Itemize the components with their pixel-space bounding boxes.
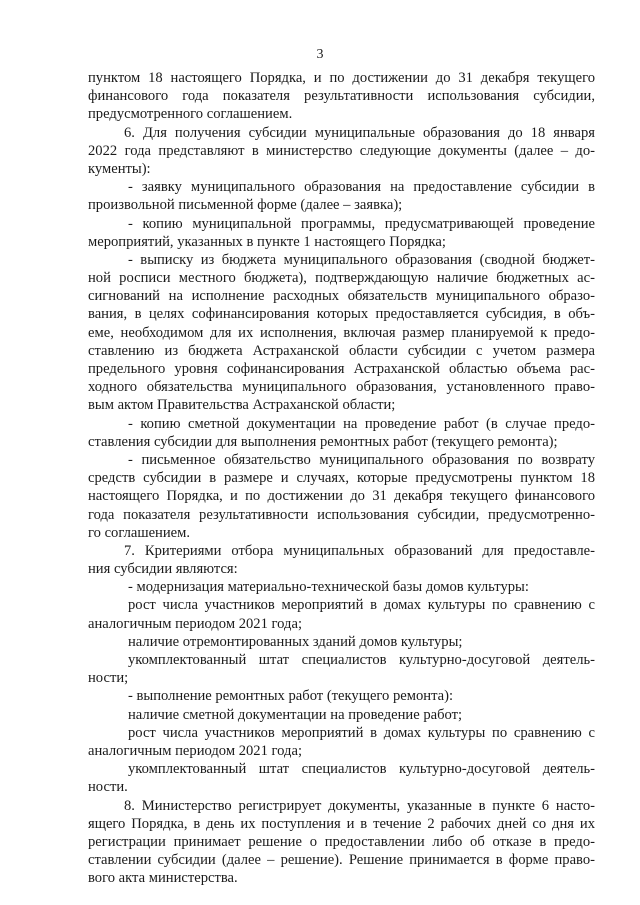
text-line: ности; bbox=[88, 670, 129, 687]
text-line: рост числа участников мероприятий в домах культуры по сравнению с bbox=[128, 724, 595, 741]
text-line: ящего Порядка, в день их поступления и в течение 2 рабочих дней со дня их bbox=[88, 815, 595, 832]
text-line: регистрации принимает решение о предоставлении либо об отказе в предо- bbox=[88, 833, 595, 850]
text-line: вания, в целях софинансирования которых предоставляется субсидия, в объ- bbox=[88, 306, 595, 323]
text-line: предельного уровня софинансирования Астраханской областью объема рас- bbox=[88, 361, 595, 377]
text-line: вым актом Правительства Астраханской области; bbox=[88, 397, 396, 414]
text-line: ставления субсидии для выполнения ремонтных работ (текущего ремонта); bbox=[88, 433, 558, 450]
text-line: ной росписи местного бюджета), подтверждающую наличие бюджетных ас- bbox=[88, 270, 595, 287]
text-line: аналогичным периодом 2021 года; bbox=[88, 742, 302, 759]
text-line: кументы): bbox=[88, 160, 151, 177]
text-line: мероприятий, указанных в пункте 1 настоящего Порядка; bbox=[88, 233, 446, 250]
list-item-line: - заявку муниципального образования на предоставление субсидии в bbox=[128, 179, 595, 196]
list-item-line: - письменное обязательство муниципального образования по возврату bbox=[128, 451, 595, 468]
text-line: настоящего Порядка, и по достижении до 31 декабря текущего финансового bbox=[88, 488, 595, 505]
text-line: наличие сметной документации на проведение работ; bbox=[128, 706, 463, 723]
text-line: финансового года показателя результативности использования субсидии, bbox=[88, 88, 595, 105]
paragraph-7-start: 7. Критериями отбора муниципальных образований для предоставле- bbox=[124, 542, 595, 559]
text-line: аналогичным периодом 2021 года; bbox=[88, 615, 302, 632]
text-line: сигнований на исполнение расходных обязательств муниципального образо- bbox=[88, 288, 595, 305]
text-line: ходного обязательства муниципального образования, установленного право- bbox=[88, 379, 595, 396]
text-line: вого акта министерства. bbox=[88, 870, 238, 887]
text-line: предусмотренного соглашением. bbox=[88, 106, 293, 123]
text-line: го соглашением. bbox=[88, 524, 191, 541]
list-item-line: - копию муниципальной программы, предусматривающей проведение bbox=[128, 215, 595, 232]
text-line: укомплектованный штат специалистов культурно-досуговой деятель- bbox=[128, 652, 595, 668]
page-number: 3 bbox=[316, 47, 324, 62]
text-line: укомплектованный штат специалистов культурно-досуговой деятель- bbox=[128, 761, 595, 778]
text-line: ния субсидии являются: bbox=[88, 561, 238, 578]
list-item-line: - выписку из бюджета муниципального образования (сводной бюджет- bbox=[128, 251, 595, 268]
body-text bbox=[88, 69, 595, 887]
paragraph-8-start: 8. Министерство регистрирует документы, указанные в пункте 6 насто- bbox=[124, 797, 595, 814]
text-line: ности. bbox=[88, 779, 128, 796]
text-line: средств субсидии в размере и случаях, которые предусмотрены пунктом 18 bbox=[88, 470, 595, 487]
text-line: года показателя результативности использования субсидии, предусмотренно- bbox=[88, 506, 595, 523]
text-line: 2022 года представляют в министерство следующие документы (далее – до- bbox=[88, 142, 595, 159]
text-line: наличие отремонтированных зданий домов культуры; bbox=[128, 633, 463, 650]
list-item-line: - модернизация материально-технической базы домов культуры: bbox=[128, 579, 529, 596]
paragraph-6-start: 6. Для получения субсидии муниципальные образования до 18 января bbox=[124, 124, 595, 141]
text-line: ставлению из бюджета Астраханской области субсидии с учетом размера bbox=[88, 342, 595, 359]
list-item-line: - копию сметной документации на проведение работ (в случае предо- bbox=[128, 415, 595, 432]
list-item-line: - выполнение ремонтных работ (текущего ремонта): bbox=[128, 688, 454, 705]
text-line: рост числа участников мероприятий в домах культуры по сравнению с bbox=[128, 597, 595, 614]
text-line: ставлении субсидии (далее – решение). Решение принимается в форме право- bbox=[88, 852, 595, 869]
text-line: пунктом 18 настоящего Порядка, и по достижении до 31 декабря текущего bbox=[88, 70, 595, 86]
text-line: произвольной письменной форме (далее – заявка); bbox=[88, 197, 403, 214]
text-line: еме, необходимом для их исполнения, включая размер планируемой к предо- bbox=[88, 324, 595, 341]
